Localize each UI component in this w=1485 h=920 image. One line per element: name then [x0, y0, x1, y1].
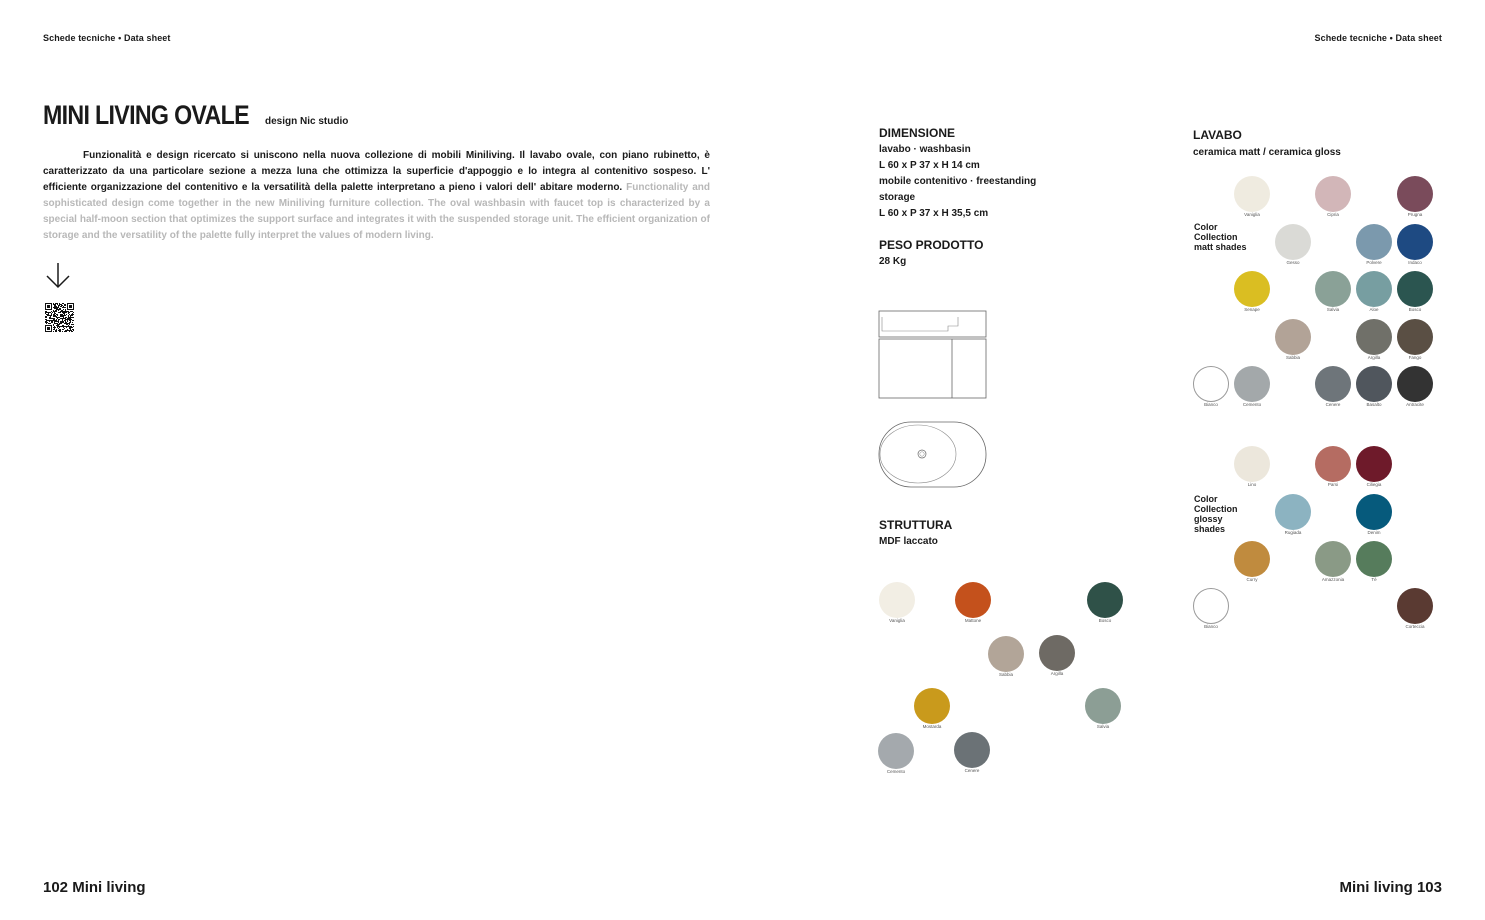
matt-swatch-label: Argilla	[1367, 355, 1381, 360]
gloss-color-swatch[interactable]	[1315, 446, 1351, 482]
matt-color-swatch[interactable]	[1356, 366, 1392, 402]
gloss-color-swatch[interactable]	[1356, 494, 1392, 530]
matt-color-swatch[interactable]	[1315, 366, 1351, 402]
matt-color-swatch[interactable]	[1397, 224, 1433, 260]
matt-color-swatch[interactable]	[1234, 271, 1270, 307]
lavabo-subheading: ceramica matt / ceramica gloss	[1193, 147, 1341, 158]
struttura-swatch-label: Cenere	[964, 768, 980, 773]
struttura-color-swatch[interactable]	[954, 732, 990, 768]
matt-swatch-label: Basalto	[1366, 402, 1382, 407]
struttura-color-swatch[interactable]	[879, 582, 915, 618]
gloss-swatch-label: Tè	[1371, 577, 1377, 582]
matt-color-swatch[interactable]	[1397, 176, 1433, 212]
matt-swatch-label: Gesso	[1286, 260, 1300, 265]
matt-color-swatch[interactable]	[1397, 319, 1433, 355]
intro-text	[43, 148, 710, 244]
dimensione-line: storage	[879, 192, 916, 203]
struttura-value: MDF laccato	[879, 536, 938, 547]
gloss-swatch-label: Bianco	[1204, 624, 1218, 629]
gloss-swatch-label: Ciliegia	[1366, 482, 1382, 487]
lavabo-heading: LAVABO	[1193, 128, 1242, 142]
dimensione-line: lavabo · washbasin	[879, 144, 971, 155]
matt-swatch-label: Vaniglia	[1244, 212, 1260, 217]
dimensione-line: L 60 x P 37 x H 14 cm	[879, 160, 980, 171]
peso-heading: PESO PRODOTTO	[879, 238, 984, 252]
gloss-color-swatch[interactable]	[1234, 446, 1270, 482]
footer-right: Mini living 103	[1339, 879, 1442, 896]
matt-color-swatch[interactable]	[1234, 366, 1270, 402]
struttura-swatch-label: Argilla	[1050, 671, 1064, 676]
matt-collection-label: Color Collection matt shades	[1194, 222, 1247, 252]
top-view-drawing	[878, 420, 990, 495]
intro-italian: Funzionalità e design ricercato si uniscono nella nuova collezione di mobili Miniliving. Il lavabo ovale, con piano rubinetto, è caratterizzato da una particolare sezione a mezza luna che ottimizza la superficie d'appoggio e lo integra al contenitivo sospeso. L' efficiente organizzazione del contenitivo e la versatilità della palette interpretano a pieno i valori dell' abitare moderno.	[43, 150, 710, 193]
struttura-color-swatch[interactable]	[1087, 582, 1123, 618]
gloss-swatch-label: Lino	[1247, 482, 1257, 487]
matt-color-swatch[interactable]	[1356, 271, 1392, 307]
gloss-swatch-label: Rugiada	[1284, 530, 1302, 535]
struttura-color-swatch[interactable]	[955, 582, 991, 618]
matt-swatch-label: Bianco	[1204, 402, 1218, 407]
struttura-color-swatch[interactable]	[914, 688, 950, 724]
header-right: Schede tecniche • Data sheet	[1314, 33, 1442, 43]
matt-color-swatch[interactable]	[1275, 224, 1311, 260]
struttura-swatch-label: Sabbia	[998, 672, 1014, 677]
matt-swatch-label: Salvia	[1326, 307, 1340, 312]
struttura-swatch-label: Vaniglia	[889, 618, 905, 623]
gloss-color-swatch[interactable]	[1356, 541, 1392, 577]
header-left: Schede tecniche • Data sheet	[43, 33, 171, 43]
gloss-swatch-label: Corteccia	[1405, 624, 1425, 629]
matt-color-swatch[interactable]	[1315, 176, 1351, 212]
matt-swatch-label: Fango	[1408, 355, 1422, 360]
matt-swatch-label: Cemento	[1242, 402, 1262, 407]
struttura-color-swatch[interactable]	[1039, 635, 1075, 671]
matt-swatch-label: Cenere	[1325, 402, 1341, 407]
struttura-color-swatch[interactable]	[1085, 688, 1121, 724]
matt-swatch-label: Aloe	[1369, 307, 1379, 312]
footer-left: 102 Mini living	[43, 879, 146, 896]
dimensione-line: L 60 x P 37 x H 35,5 cm	[879, 208, 989, 219]
struttura-swatch-label: Bosco	[1098, 618, 1112, 623]
gloss-swatch-label: Denim	[1367, 530, 1381, 535]
matt-swatch-label: Polvere	[1366, 260, 1382, 265]
product-designer: design Nic studio	[265, 116, 349, 127]
arrow-down-icon[interactable]	[45, 262, 71, 295]
matt-color-swatch[interactable]	[1356, 224, 1392, 260]
matt-swatch-label: Senape	[1244, 307, 1260, 312]
gloss-color-swatch[interactable]	[1234, 541, 1270, 577]
qr-code-icon[interactable]	[45, 303, 74, 337]
matt-swatch-label: Cipria	[1327, 212, 1339, 217]
gloss-color-swatch[interactable]	[1275, 494, 1311, 530]
struttura-swatch-label: Salvia	[1096, 724, 1110, 729]
gloss-collection-label: Color Collection glossy shades	[1194, 494, 1238, 534]
matt-color-swatch[interactable]	[1315, 271, 1351, 307]
matt-color-swatch[interactable]	[1275, 319, 1311, 355]
struttura-color-swatch[interactable]	[988, 636, 1024, 672]
dimensione-lines	[879, 142, 1036, 222]
struttura-heading: STRUTTURA	[879, 518, 953, 532]
gloss-swatch-label: Amazzonia	[1321, 577, 1345, 582]
struttura-swatch-label: Mattone	[964, 618, 982, 623]
struttura-swatch-label: Cemento	[886, 769, 906, 774]
matt-swatch-label: Bosco	[1408, 307, 1422, 312]
matt-color-swatch[interactable]	[1397, 366, 1433, 402]
matt-color-swatch[interactable]	[1397, 271, 1433, 307]
matt-swatch-label: Sabbia	[1285, 355, 1301, 360]
matt-color-swatch[interactable]	[1356, 319, 1392, 355]
gloss-swatch-label: Curry	[1246, 577, 1258, 582]
struttura-swatch-label: Mostarda	[922, 724, 942, 729]
intro-english: Functionality and sophisticated design come together in the new Miniliving furniture collection. The oval washbasin with faucet top is characterized by a special half-moon section that optimizes the support surface and integrates it with the suspended storage unit. The efficient organization of storage and the versatility of the palette fully interpret the values of modern living.	[43, 182, 711, 241]
gloss-color-swatch[interactable]	[1315, 541, 1351, 577]
gloss-color-swatch[interactable]	[1356, 446, 1392, 482]
dimensione-line: mobile contenitivo · freestanding	[879, 176, 1037, 187]
front-view-drawing	[878, 309, 990, 406]
dimensione-heading: DIMENSIONE	[879, 126, 956, 140]
peso-value: 28 Kg	[879, 256, 907, 267]
gloss-swatch-label: Parsi	[1327, 482, 1339, 487]
product-title: MINI LIVING OVALE	[43, 100, 249, 130]
matt-swatch-label: Antracite	[1406, 402, 1424, 407]
matt-swatch-label: Indaco	[1408, 260, 1422, 265]
matt-color-swatch[interactable]	[1234, 176, 1270, 212]
matt-color-swatch[interactable]	[1193, 366, 1229, 402]
struttura-color-swatch[interactable]	[878, 733, 914, 769]
matt-swatch-label: Prugna	[1407, 212, 1423, 217]
gloss-color-swatch[interactable]	[1193, 588, 1229, 624]
gloss-color-swatch[interactable]	[1397, 588, 1433, 624]
